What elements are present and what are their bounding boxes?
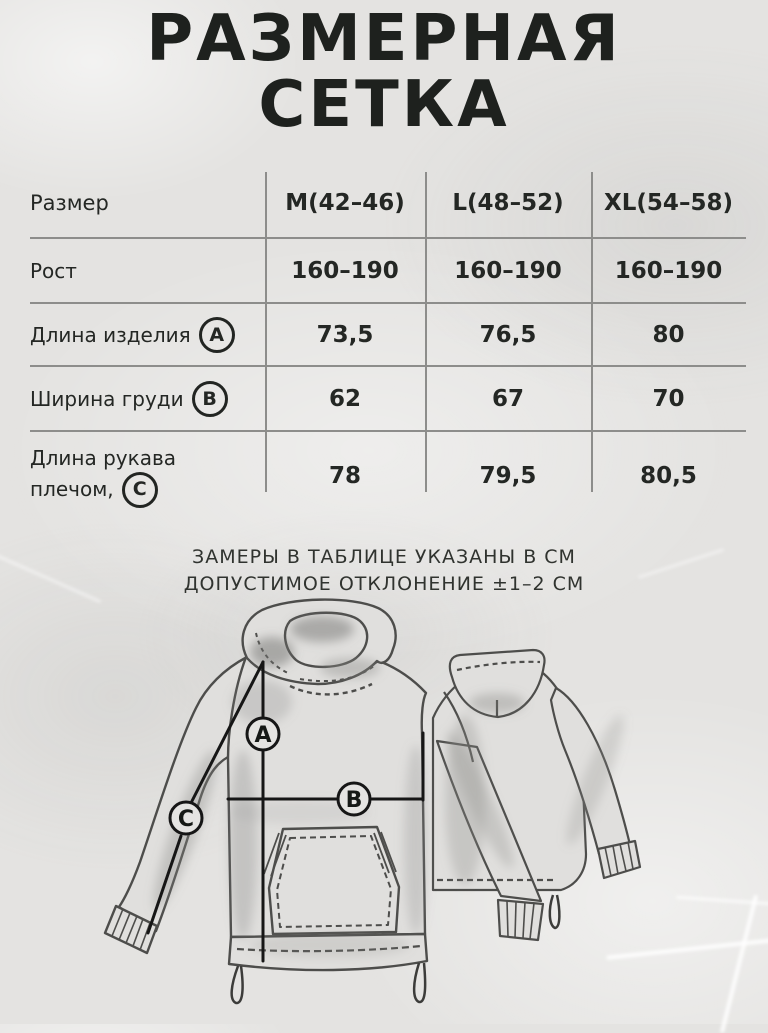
row-label-line1: Длина рукава — [30, 445, 177, 470]
row-value: 160–190 — [614, 257, 723, 284]
row-value: 80,5 — [640, 463, 697, 489]
row-value: 70 — [652, 385, 685, 412]
marker-b-badge: B — [192, 381, 228, 417]
row-value: 79,5 — [479, 463, 537, 489]
header-size-l: L(48–52) — [452, 189, 564, 216]
row-label-text: Ширина груди — [30, 386, 184, 411]
row-label: Рост — [30, 258, 77, 283]
table-row-length — [30, 304, 746, 367]
note-line1: ЗАМЕРЫ В ТАБЛИЦЕ УКАЗАНЫ В СМ — [192, 546, 576, 568]
marker-c-badge: C — [122, 472, 158, 508]
table-row-height — [30, 239, 746, 304]
row-label — [30, 317, 265, 353]
marker-a-badge: A — [199, 317, 235, 353]
size-table — [30, 168, 746, 520]
row-value: 62 — [328, 385, 361, 412]
page-title — [0, 2, 768, 142]
back-right-cuff — [598, 841, 640, 878]
row-value: 73,5 — [316, 321, 374, 348]
row-value: 67 — [491, 385, 524, 412]
table-header-row — [30, 168, 746, 239]
back-drawstring — [550, 895, 560, 928]
back-left-cuff — [498, 900, 543, 940]
page-title-line1: РАЗМЕРНАЯ — [146, 2, 622, 76]
measurement-note — [0, 544, 768, 598]
note-line2: ДОПУСТИМОЕ ОТКЛОНЕНИЕ ±1–2 СМ — [183, 573, 585, 595]
page-title-line2: СЕТКА — [258, 68, 510, 142]
row-label-line2 — [30, 472, 265, 508]
table-column-divider — [425, 172, 427, 492]
row-label-text: плечом, — [30, 477, 114, 501]
row-value: 78 — [328, 463, 361, 489]
kangaroo-pocket — [269, 827, 399, 934]
row-value: 80 — [652, 321, 685, 348]
header-size-m: M(42–46) — [285, 189, 405, 216]
table-row-sleeve-length — [30, 432, 746, 520]
table-row-chest-width — [30, 367, 746, 432]
row-value: 160–190 — [291, 257, 399, 284]
header-size-xl: XL(54–58) — [604, 189, 733, 216]
row-label-text: Длина изделия — [30, 322, 191, 347]
row-value: 76,5 — [479, 321, 537, 348]
table-column-divider — [591, 172, 593, 492]
row-label — [30, 381, 265, 417]
badge-a-letter: A — [254, 723, 272, 748]
badge-b-letter: B — [345, 788, 363, 813]
table-column-divider — [265, 172, 267, 492]
badge-c-letter: C — [177, 807, 195, 832]
header-size-label: Размер — [30, 190, 109, 215]
row-value: 160–190 — [454, 257, 562, 284]
row-label — [30, 445, 265, 508]
